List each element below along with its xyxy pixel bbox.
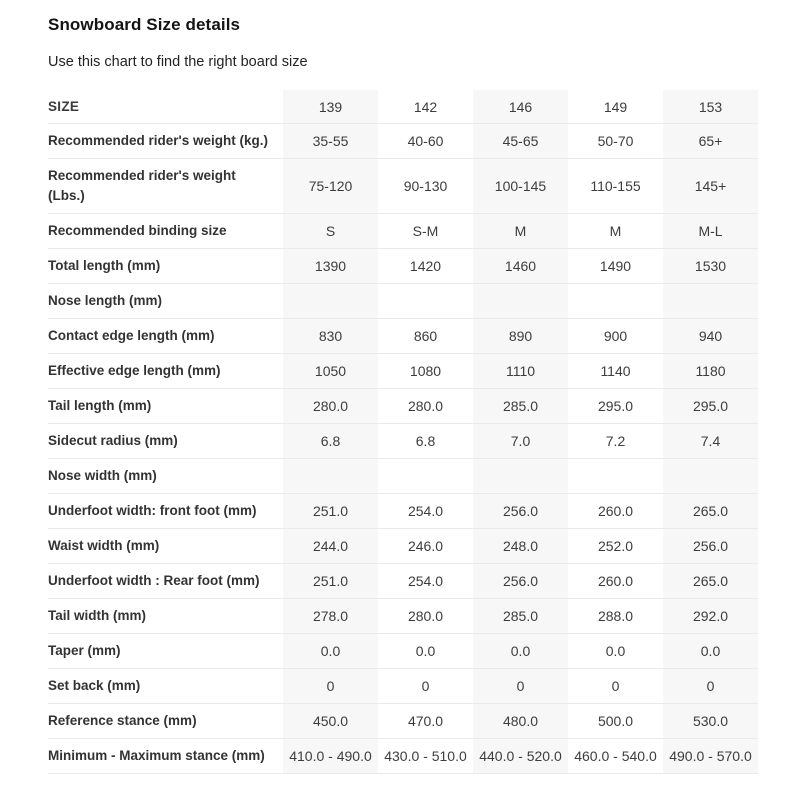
value-cell: 252.0: [568, 529, 663, 564]
value-cell: 6.8: [283, 424, 378, 459]
row-label: Contact edge length (mm): [48, 319, 283, 354]
value-cell: [473, 284, 568, 319]
value-cell: 145+: [663, 159, 758, 214]
value-cell: 246.0: [378, 529, 473, 564]
value-cell: 1180: [663, 354, 758, 389]
table-row: [48, 354, 758, 389]
value-cell: 295.0: [568, 389, 663, 424]
value-cell: 1110: [473, 354, 568, 389]
table-row: [48, 599, 758, 634]
table-row: [48, 249, 758, 284]
row-label: Recommended rider's weight (kg.): [48, 124, 283, 159]
value-cell: 0: [283, 669, 378, 704]
value-cell: 500.0: [568, 704, 663, 739]
value-cell: 292.0: [663, 599, 758, 634]
value-cell: 75-120: [283, 159, 378, 214]
value-cell: 0: [378, 669, 473, 704]
value-cell: 430.0 - 510.0: [378, 739, 473, 774]
value-cell: 1140: [568, 354, 663, 389]
value-cell: M: [568, 214, 663, 249]
value-cell: 0: [568, 669, 663, 704]
value-cell: 278.0: [283, 599, 378, 634]
row-label: Sidecut radius (mm): [48, 424, 283, 459]
size-column-header: 142: [378, 90, 473, 124]
table-body: [48, 124, 758, 774]
value-cell: M-L: [663, 214, 758, 249]
value-cell: 440.0 - 520.0: [473, 739, 568, 774]
value-cell: 248.0: [473, 529, 568, 564]
value-cell: 0.0: [663, 634, 758, 669]
value-cell: 7.0: [473, 424, 568, 459]
value-cell: [378, 459, 473, 494]
value-cell: 7.2: [568, 424, 663, 459]
row-label: Waist width (mm): [48, 529, 283, 564]
table-row: [48, 124, 758, 159]
value-cell: 1390: [283, 249, 378, 284]
size-header-label: SIZE: [48, 90, 283, 124]
table-header-row: [48, 90, 758, 124]
table-row: [48, 319, 758, 354]
table-row: [48, 669, 758, 704]
row-label: Set back (mm): [48, 669, 283, 704]
size-column-header: 149: [568, 90, 663, 124]
row-label: Taper (mm): [48, 634, 283, 669]
size-column-header: 153: [663, 90, 758, 124]
value-cell: 1050: [283, 354, 378, 389]
value-cell: 100-145: [473, 159, 568, 214]
page-subtitle: Use this chart to find the right board size: [48, 54, 308, 70]
value-cell: 0.0: [283, 634, 378, 669]
table-row: [48, 389, 758, 424]
value-cell: 254.0: [378, 564, 473, 599]
size-column-header: 139: [283, 90, 378, 124]
value-cell: 265.0: [663, 564, 758, 599]
value-cell: S-M: [378, 214, 473, 249]
table-row: [48, 739, 758, 774]
value-cell: 254.0: [378, 494, 473, 529]
value-cell: [378, 284, 473, 319]
value-cell: 110-155: [568, 159, 663, 214]
value-cell: 244.0: [283, 529, 378, 564]
value-cell: 0: [663, 669, 758, 704]
table-row: [48, 214, 758, 249]
row-label: Reference stance (mm): [48, 704, 283, 739]
value-cell: 285.0: [473, 599, 568, 634]
value-cell: 940: [663, 319, 758, 354]
value-cell: 860: [378, 319, 473, 354]
value-cell: 0.0: [378, 634, 473, 669]
row-label: Nose length (mm): [48, 284, 283, 319]
value-cell: 530.0: [663, 704, 758, 739]
value-cell: 0.0: [568, 634, 663, 669]
table-row: [48, 459, 758, 494]
value-cell: [663, 284, 758, 319]
value-cell: 6.8: [378, 424, 473, 459]
value-cell: 890: [473, 319, 568, 354]
table-row: [48, 284, 758, 319]
table-row: [48, 424, 758, 459]
value-cell: [568, 459, 663, 494]
value-cell: 280.0: [283, 389, 378, 424]
value-cell: 280.0: [378, 389, 473, 424]
value-cell: 251.0: [283, 564, 378, 599]
value-cell: 295.0: [663, 389, 758, 424]
value-cell: S: [283, 214, 378, 249]
value-cell: 35-55: [283, 124, 378, 159]
value-cell: M: [473, 214, 568, 249]
value-cell: [663, 459, 758, 494]
table-row: [48, 634, 758, 669]
table-row: [48, 494, 758, 529]
table-row: [48, 704, 758, 739]
row-label: Recommended binding size: [48, 214, 283, 249]
row-label: Tail width (mm): [48, 599, 283, 634]
value-cell: 450.0: [283, 704, 378, 739]
table-row: [48, 529, 758, 564]
value-cell: 470.0: [378, 704, 473, 739]
row-label: Underfoot width: front foot (mm): [48, 494, 283, 529]
row-label: Total length (mm): [48, 249, 283, 284]
value-cell: 40-60: [378, 124, 473, 159]
table-header: [48, 90, 758, 124]
value-cell: 285.0: [473, 389, 568, 424]
row-label: Nose width (mm): [48, 459, 283, 494]
value-cell: 280.0: [378, 599, 473, 634]
value-cell: 0: [473, 669, 568, 704]
value-cell: 50-70: [568, 124, 663, 159]
value-cell: 1420: [378, 249, 473, 284]
value-cell: 410.0 - 490.0: [283, 739, 378, 774]
value-cell: [473, 459, 568, 494]
value-cell: [283, 284, 378, 319]
value-cell: 65+: [663, 124, 758, 159]
value-cell: 260.0: [568, 564, 663, 599]
value-cell: 1490: [568, 249, 663, 284]
table-row: [48, 564, 758, 599]
value-cell: [568, 284, 663, 319]
value-cell: 460.0 - 540.0: [568, 739, 663, 774]
value-cell: 90-130: [378, 159, 473, 214]
row-label: Minimum - Maximum stance (mm): [48, 739, 283, 774]
size-column-header: 146: [473, 90, 568, 124]
value-cell: 480.0: [473, 704, 568, 739]
row-label: Effective edge length (mm): [48, 354, 283, 389]
value-cell: 256.0: [473, 564, 568, 599]
value-cell: 1460: [473, 249, 568, 284]
row-label: Underfoot width : Rear foot (mm): [48, 564, 283, 599]
value-cell: 900: [568, 319, 663, 354]
value-cell: 830: [283, 319, 378, 354]
value-cell: 7.4: [663, 424, 758, 459]
value-cell: 260.0: [568, 494, 663, 529]
value-cell: 256.0: [473, 494, 568, 529]
value-cell: 0.0: [473, 634, 568, 669]
row-label: Tail length (mm): [48, 389, 283, 424]
page-title: Snowboard Size details: [48, 15, 241, 34]
value-cell: 265.0: [663, 494, 758, 529]
value-cell: 1080: [378, 354, 473, 389]
value-cell: 490.0 - 570.0: [663, 739, 758, 774]
table-row: [48, 159, 758, 214]
value-cell: 256.0: [663, 529, 758, 564]
value-cell: 1530: [663, 249, 758, 284]
value-cell: 45-65: [473, 124, 568, 159]
snowboard-size-table: [48, 90, 758, 774]
value-cell: 251.0: [283, 494, 378, 529]
value-cell: 288.0: [568, 599, 663, 634]
value-cell: [283, 459, 378, 494]
row-label: Recommended rider's weight (Lbs.): [48, 159, 283, 214]
